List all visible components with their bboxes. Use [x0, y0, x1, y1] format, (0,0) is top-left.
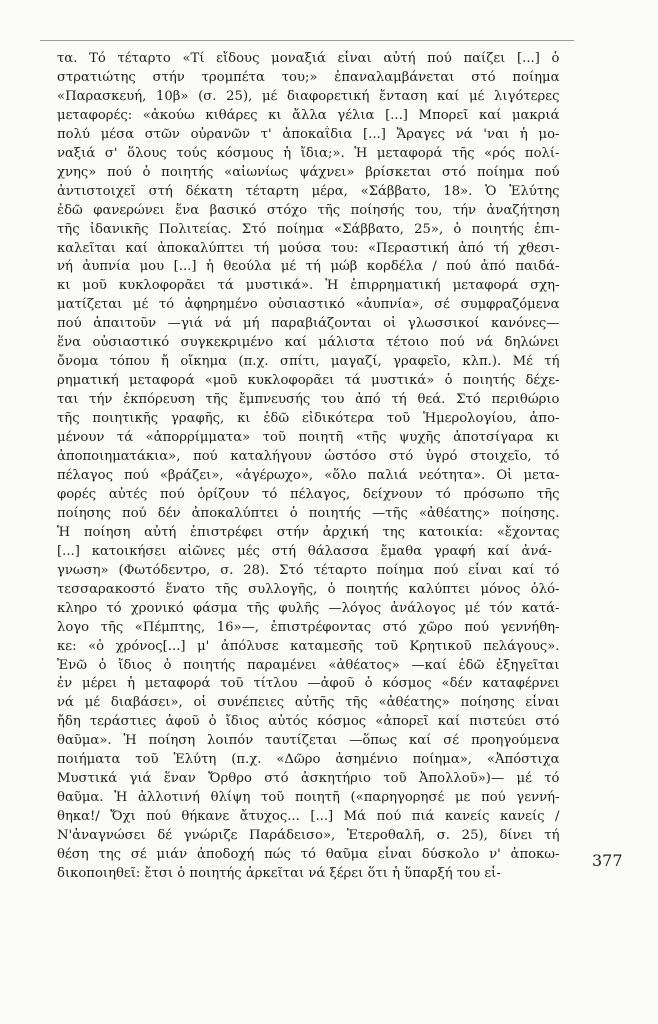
page-number: 377: [592, 851, 623, 870]
text-line: ἐν μέρει ἡ μεταφορά τοῦ τίτλου —ἀφοῦ ὁ κόσμος «δέν καταφέρνει: [57, 676, 560, 692]
text-line: ρηματική μεταφορά «μοῦ κυκλοφορᾶει τά μυστικά» ὁ ποιητής δέχε-: [57, 373, 560, 389]
text-line: [...] κατοικήσει αἰῶνες μές στή θάλασσα ἔμαθα γραφή καί ἀνά-: [57, 543, 552, 559]
text-line: ται τήν ἐκπόρευση τῆς ἔμπνευσής του ἀπό τή θεά. Στό περιθώριο: [57, 392, 560, 408]
text-line: μένουν τά «ἀπορρίμματα» τοῦ ποιητῆ «τῆς ψυχῆς ἀποτσίγαρα κι: [57, 430, 560, 446]
text-line: ναξιά σ' ὅλους τούς κόσμους ἡ ἴδια;». Ἡ μεταφορά τῆς «ρός πολί-: [57, 145, 560, 161]
text-line: κε: «ὁ χρόνος[...] μ' ἀπόλυσε καταμεσῆς τοῦ Κρητικοῦ πελάγους».: [57, 638, 560, 654]
text-line: ἀντιστοιχεῖ στή δέκατη τέταρτη μέρα, «Σάββατο, 18». Ὁ Ἐλύτης: [57, 183, 560, 199]
text-line: κι μοῦ κυκλοφορᾶει τά μυστικά». Ἡ ἐπιρρηματική μεταφορά σχη-: [57, 278, 560, 294]
text-line: θαῦμα». Ἡ ποίηση λοιπόν ταυτίζεται —ὅπως καί σέ προηγούμενα: [57, 733, 560, 749]
text-line: φορές αὐτές πού ὁρίζουν τό πέλαγος, δείχνουν τό πρόσωπο τῆς: [57, 486, 560, 502]
text-line: πολύ μέσα στῶν οὐρανῶν τ' ἀποκαΐδια [...] Ἄραγες νά 'ναι ἡ μο-: [57, 126, 560, 142]
text-line: δικοποιηθεῖ: ἔτσι ὁ ποιητής ἀρκεῖται νά ξέρει ὅτι ἡ ὕπαρξή του εἶ-: [57, 865, 501, 881]
text-line: θηκα!/ Ὄχι πού θήκανε ἄτυχος... [...] Μά πού πιά κανείς κανείς /: [57, 809, 560, 825]
text-line: πού ἀπαιτοῦν —γιά νά μή παραβιάζονται οἱ γλωσσικοί κανόνες—: [57, 316, 560, 332]
text-line: Ἡ ποίηση αὐτή ἐπιστρέφει στήν ἀρχική της κατοικία: «ἔχοντας: [57, 524, 560, 540]
text-line: «Παρασκευή, 10β» (σ. 25), μέ διαφορετική ἔνταση καί μέ λιγότερες: [57, 88, 560, 104]
text-line: τῆς ἰδανικῆς Πολιτείας. Στό ποίημα «Σάββατο, 25», ὁ ποιητής ἐπι-: [57, 221, 560, 237]
text-line: κληρο τό χρονικό φάσμα τῆς φυλῆς —λόγος ἀνάλογος μέ τόν κατά-: [57, 600, 560, 616]
text-line: τῆς ποιητικῆς γραφῆς, κι ἐδῶ εἰδικότερα τοῦ Ἡμερολογίου, ἀπο-: [57, 411, 560, 427]
text-line: νά μέ διαβάσει», οἱ συνέπειες αὐτῆς τῆς «ἀθέατης» ποίησης εἶναι: [57, 695, 560, 711]
text-line: ἐδῶ φανερώνει ἕνα βασικό στόχο τῆς ποίησής του, τήν ἀναζήτηση: [57, 202, 560, 218]
text-line: πέλαγος πού «βράζει», «ἀγέρωχο», «ὅλο παλιά νεότητα». Οἱ μετα-: [57, 467, 560, 483]
text-line: Μυστικά γιά ἕναν Ὄρθρο στό ἀσκητήριο τοῦ Ἀπολλοῦ»)— μέ τό: [57, 771, 560, 787]
text-line: μεταφορές: «ἀκούω κιθάρες κι ἄλλα γέλια [...] Μπορεῖ καί μακριά: [57, 107, 560, 123]
text-line: ματίζεται μέ τό ἀφηρημένο οὐσιαστικό «ἀυπνία», σέ συμφραζόμενα: [57, 297, 560, 313]
text-line: Ἐνῶ ὁ ἴδιος ὁ ποιητής παραμένει «ἀθέατος» —καί ἐδῶ ἐξηγεῖται: [57, 657, 560, 673]
text-line: καλεῖται καί ἀποκαλύπτει τή μούσα του: «Περαστική ἀπό τή χθεσι-: [57, 240, 560, 256]
text-line: λογο τῆς «Πέμπτης, 16»—, ἐπιστρέφοντας στό χῶρο πού γεννήθη-: [57, 619, 560, 635]
text-line: στρατιώτης στήν τρομπέτα του;» ἐπαναλαμβάνεται στό ποίημα: [57, 69, 560, 85]
text-line: χνης» πού ὁ ποιητής «αἰωνίως ψάχνει» βρίσκεται στό ποίημα πού: [57, 164, 560, 180]
text-line: ἤδη τεράστιες ἀφοῦ ὁ ἴδιος αὐτός κόσμος «ἀπορεῖ καί πιστεύει στό: [57, 714, 560, 730]
text-line: τεσσαρακοστό ἕνατο τῆς συλλογῆς, ὁ ποιητής καλύπτει μόνος ὁλό-: [57, 581, 560, 597]
top-rule: [40, 40, 574, 41]
text-line: ποίησης πού δέν ἀποκαλύπτει ὁ ποιητής —τῆς «ἀθέατης» ποίησης.: [57, 505, 560, 521]
body-text: [57, 50, 560, 884]
text-line: γνωση» (Φωτόδεντρο, σ. 28). Στό τέταρτο ποίημα πού εἶναι καί τό: [57, 562, 560, 578]
text-line: ποιήματα τοῦ Ἐλύτη (π.χ. «Δῶρο ἀσημένιο ποίημα», «Ἀπόστιχα: [57, 752, 560, 768]
text-line: τα. Τό τέταρτο «Τί εἴδους μοναξιά εἶναι αὐτή πού παίζει [...] ὁ: [57, 51, 560, 66]
text-line: νή ἀυπνία μου [...] ἡ θεούλα μέ τή μώβ κορδέλα / πού ἀπό παιδά-: [57, 259, 560, 275]
text-line: θέση της σέ μιάν ἀποδοχή πώς τό θαῦμα εἶναι δύσκολο ν' ἀποκω-: [57, 847, 560, 863]
text-line: θαῦμα. Ἡ ἀλλοτινή θλίψη τοῦ ποιητῆ («παρηγορησέ με πού γεννή-: [57, 790, 560, 806]
text-line: ὄνομα τόπου ἤ οἴκημα (π.χ. σπίτι, μαγαζί, γραφεῖο, κλπ.). Μέ τή: [57, 354, 560, 370]
text-line: ἕνα οὐσιαστικό συγκεκριμένο καί μάλιστα τέτοιο πού νά δηλώνει: [57, 335, 560, 351]
text-line: Ν'ἀναγνώσει δέ γνώριζε Παράδεισο», Ἑτεροθαλῆ, σ. 25), δίνει τή: [57, 828, 560, 844]
text-line: ἀποποιηματάκια», πού καταλήγουν ὡστόσο στό ὑγρό στοιχεῖο, τό: [57, 449, 560, 465]
